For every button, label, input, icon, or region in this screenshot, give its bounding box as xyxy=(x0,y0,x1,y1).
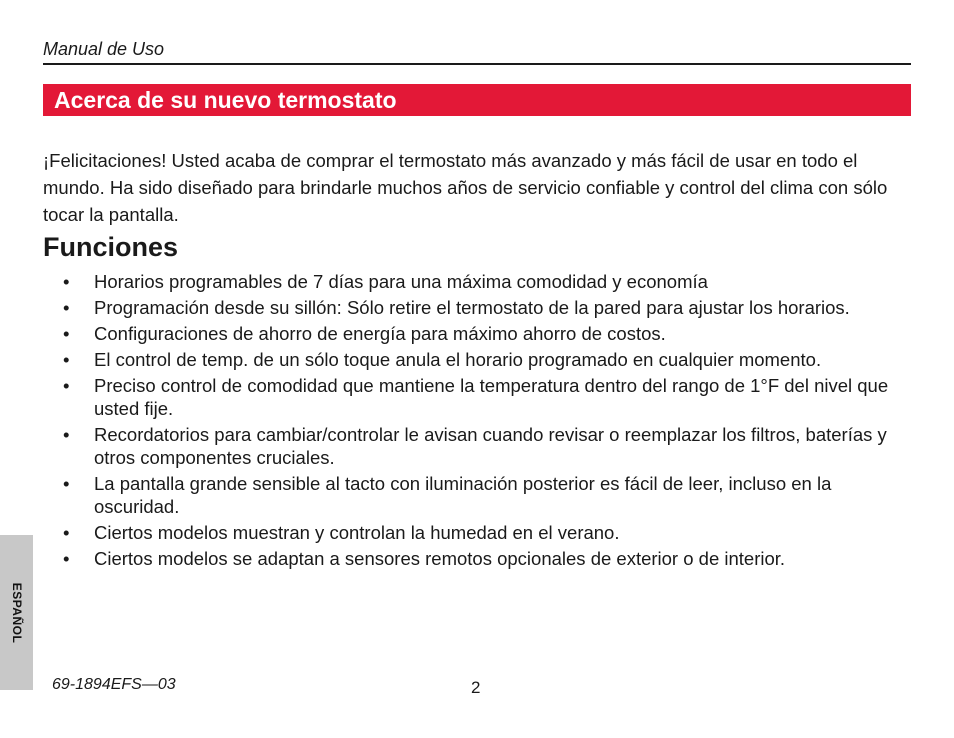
bullet-icon: • xyxy=(63,349,70,370)
feature-text: Horarios programables de 7 días para una máxima comodidad y economía xyxy=(94,271,708,292)
bullet-icon: • xyxy=(63,548,70,569)
feature-item xyxy=(43,423,913,469)
feature-item xyxy=(43,296,913,319)
bullet-icon: • xyxy=(63,271,70,292)
language-label: ESPAÑOL xyxy=(9,582,24,643)
page-number: 2 xyxy=(471,678,481,697)
bullet-icon: • xyxy=(63,323,70,344)
feature-text: El control de temp. de un sólo toque anula el horario programado en cualquier momento. xyxy=(94,349,822,370)
features-list xyxy=(43,270,913,573)
feature-item xyxy=(43,472,913,518)
feature-text: Ciertos modelos se adaptan a sensores remotos opcionales de exterior o de interior. xyxy=(94,548,786,569)
section-title: Acerca de su nuevo termostato xyxy=(54,87,397,113)
features-heading: Funciones xyxy=(43,232,179,262)
feature-text: Configuraciones de ahorro de energía para máximo ahorro de costos. xyxy=(94,323,666,344)
feature-item xyxy=(43,348,913,371)
language-side-tab xyxy=(0,535,33,690)
feature-item xyxy=(43,322,913,345)
feature-text: Recordatorios para cambiar/controlar le avisan cuando revisar o reemplazar los filtros, baterías y otros componentes cruciales. xyxy=(94,424,887,468)
running-header-title: Manual de Uso xyxy=(43,39,165,59)
feature-text: Programación desde su sillón: Sólo retire el termostato de la pared para ajustar los horarios. xyxy=(94,297,850,318)
bullet-icon: • xyxy=(63,424,70,445)
bullet-icon: • xyxy=(63,473,70,494)
bullet-icon: • xyxy=(63,522,70,543)
document-number: 69-1894EFS—03 xyxy=(52,676,176,693)
feature-text: Preciso control de comodidad que mantiene la temperatura dentro del rango de 1°F del nivel que usted fije. xyxy=(94,375,889,419)
feature-text: La pantalla grande sensible al tacto con iluminación posterior es fácil de leer, incluso en la oscuridad. xyxy=(94,473,832,517)
intro-paragraph: ¡Felicitaciones! Usted acaba de comprar el termostato más avanzado y más fácil de usar en todo el mundo. Ha sido diseñado para brindarle muchos años de servicio confiable y control del clima con sólo tocar la pantalla. xyxy=(43,150,888,225)
feature-text: Ciertos modelos muestran y controlan la humedad en el verano. xyxy=(94,522,620,543)
feature-item xyxy=(43,270,913,293)
section-banner xyxy=(43,84,911,116)
feature-item xyxy=(43,521,913,544)
bullet-icon: • xyxy=(63,375,70,396)
bullet-icon: • xyxy=(63,297,70,318)
feature-item xyxy=(43,547,913,570)
feature-item xyxy=(43,374,913,420)
header-divider xyxy=(43,63,911,65)
